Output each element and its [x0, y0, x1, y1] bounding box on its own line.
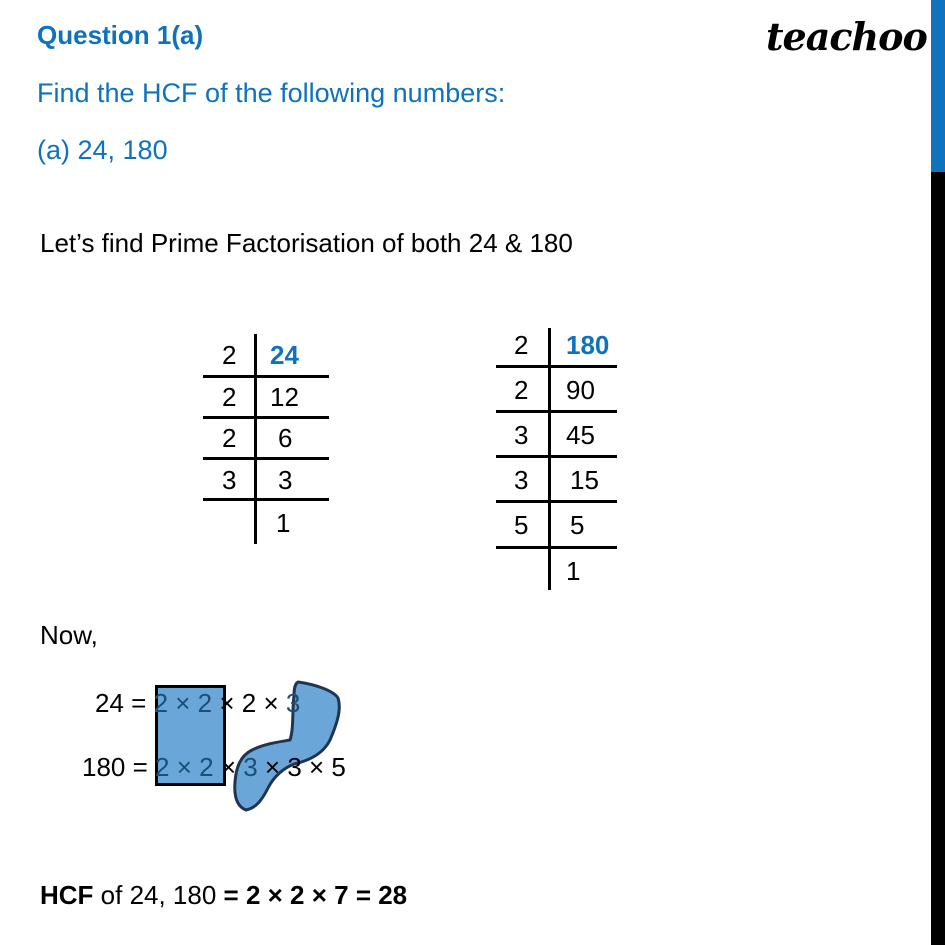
- division-table-24: [200, 330, 330, 545]
- divisor: 3: [514, 465, 529, 495]
- table-divider: [203, 498, 329, 501]
- table-divider: [496, 500, 617, 503]
- quotient: 1: [566, 556, 581, 586]
- table-divider: [203, 416, 329, 419]
- hcf-expression: = 2 × 2 × 7 = 28: [223, 880, 408, 910]
- divisor: 2: [514, 375, 529, 405]
- side-bar-accent: [931, 0, 945, 172]
- table-divider: [203, 457, 329, 460]
- intro-text: Let’s find Prime Factorisation of both 24 & 180: [40, 228, 573, 258]
- quotient: 3: [278, 465, 293, 495]
- divisor: 3: [514, 420, 529, 450]
- table-divider: [496, 365, 617, 368]
- remaining-factors: × 3 × 5: [257, 752, 346, 782]
- quotient: 15: [570, 465, 599, 495]
- table-divider: [496, 410, 617, 413]
- question-part: (a) 24, 180: [37, 135, 168, 165]
- quotient: 6: [278, 423, 293, 453]
- remaining-factors: ×: [213, 752, 244, 782]
- teachoo-logo: teachoo: [766, 14, 927, 59]
- table-divider: [203, 375, 329, 378]
- common-factors: 2 × 2: [153, 688, 213, 718]
- quotient: 1: [276, 508, 291, 538]
- side-bar-dark: [931, 172, 945, 945]
- quotient: 12: [270, 382, 299, 412]
- divisor: 2: [222, 340, 237, 370]
- hcf-of-text: of 24, 180: [93, 880, 224, 910]
- divisor: 2: [222, 382, 237, 412]
- remaining-factors: × 2 ×: [212, 688, 279, 718]
- now-label: Now,: [40, 620, 98, 650]
- hcf-label: HCF: [40, 880, 94, 910]
- quotient: 45: [566, 420, 595, 450]
- quotient: 5: [570, 510, 585, 540]
- table-divider: [496, 455, 617, 458]
- lhs: 24 =: [95, 688, 147, 718]
- question-title: Question 1(a): [37, 20, 204, 50]
- question-text: Find the HCF of the following numbers:: [37, 78, 506, 108]
- common-factors: 2 × 2: [155, 752, 214, 782]
- divisor: 3: [222, 465, 237, 495]
- circled-factor: 3: [243, 752, 258, 782]
- circled-factor: 3: [285, 688, 301, 718]
- divisor: 2: [514, 330, 529, 360]
- table-divider: [496, 546, 617, 549]
- factorisation-line-180: [82, 752, 346, 783]
- lhs: 180 =: [82, 752, 148, 782]
- division-table-180: [494, 325, 619, 590]
- dividend: 180: [566, 330, 610, 360]
- divisor: 2: [222, 423, 237, 453]
- factorisation-line-24: [95, 688, 300, 719]
- hcf-result: [40, 880, 407, 911]
- dividend: 24: [270, 340, 299, 370]
- divisor: 5: [514, 510, 529, 540]
- quotient: 90: [566, 375, 595, 405]
- table-divider-vertical: [254, 334, 257, 544]
